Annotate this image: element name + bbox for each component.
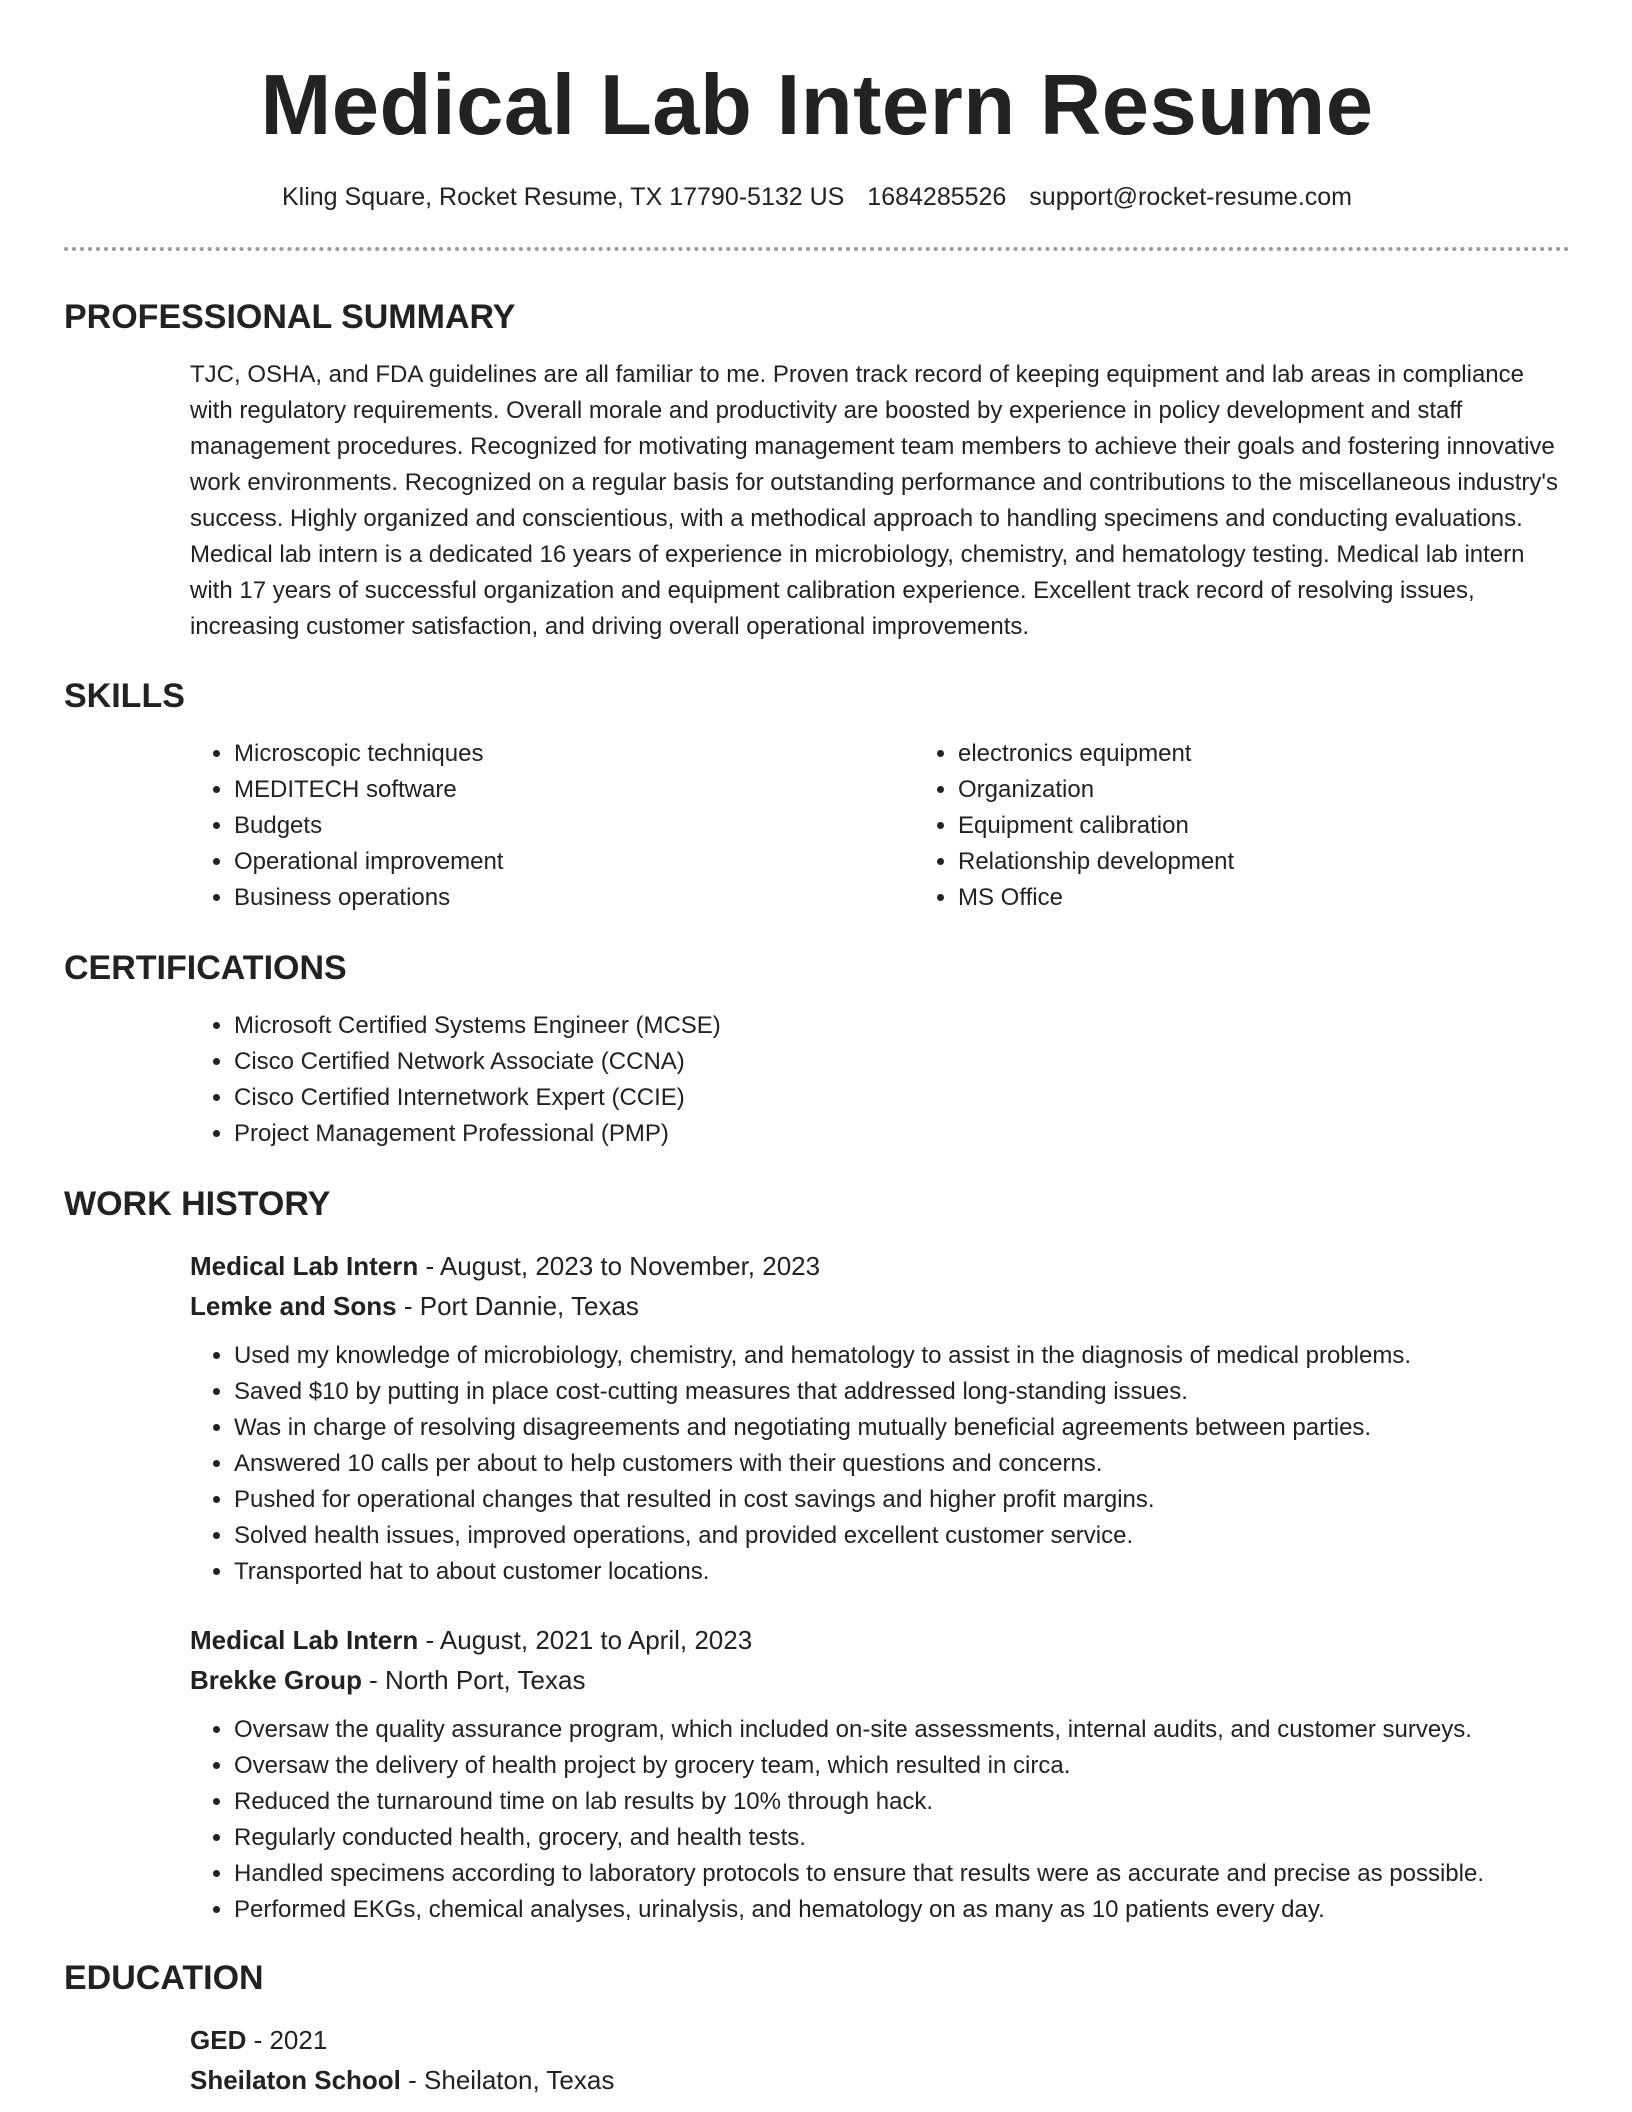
contact-address: Kling Square, Rocket Resume, TX 17790-5132 US bbox=[281, 183, 845, 211]
job-bullet: • Oversaw the delivery of health project by grocery team, which resulted in circa. bbox=[234, 1748, 1570, 1784]
education-year: - 2021 bbox=[246, 2025, 328, 2055]
summary-section bbox=[64, 297, 1570, 645]
certifications-heading: CERTIFICATIONS bbox=[64, 949, 347, 987]
job-entry bbox=[190, 1620, 1570, 1928]
skills-column-left bbox=[190, 736, 914, 916]
header-divider bbox=[64, 247, 1570, 251]
skills-heading: SKILLS bbox=[64, 677, 185, 715]
skill-item: • Budgets bbox=[234, 808, 914, 844]
education-school-line bbox=[190, 2060, 1570, 2100]
job-bullet: • Answered 10 calls per about to help customers with their questions and concerns. bbox=[234, 1446, 1570, 1482]
job-bullet: • Pushed for operational changes that resulted in cost savings and higher profit margins. bbox=[234, 1482, 1570, 1518]
job-title: Medical Lab Intern bbox=[190, 1251, 419, 1281]
certification-item: • Project Management Professional (PMP) bbox=[234, 1116, 1570, 1152]
job-bullet: • Transported hat to about customer locations. bbox=[234, 1554, 1570, 1590]
skill-item: • MS Office bbox=[958, 880, 1632, 916]
summary-body bbox=[190, 357, 1570, 645]
contact-line bbox=[64, 182, 1570, 212]
education-degree: GED bbox=[190, 2025, 247, 2055]
skill-item: • Organization bbox=[958, 772, 1632, 808]
job-company-line bbox=[190, 1286, 1570, 1326]
work-history-heading: WORK HISTORY bbox=[64, 1185, 331, 1223]
certifications-ul bbox=[190, 1008, 1570, 1152]
resume-title: Medical Lab Intern Resume bbox=[260, 58, 1374, 153]
job-bullet: • Saved $10 by putting in place cost-cutting measures that addressed long-standing issues. bbox=[234, 1374, 1570, 1410]
education-school: Sheilaton School bbox=[190, 2065, 401, 2095]
skill-item: • Operational improvement bbox=[234, 844, 914, 880]
job-bullets bbox=[190, 1712, 1570, 1928]
job-company-line bbox=[190, 1660, 1570, 1700]
job-title: Medical Lab Intern bbox=[190, 1625, 419, 1655]
job-bullet: • Reduced the turnaround time on lab results by 10% through hack. bbox=[234, 1784, 1570, 1820]
job-bullet: • Regularly conducted health, grocery, and health tests. bbox=[234, 1820, 1570, 1856]
certification-item: • Cisco Certified Internetwork Expert (CCIE) bbox=[234, 1080, 1570, 1116]
job-company: Brekke Group bbox=[190, 1665, 362, 1695]
skill-item: • Business operations bbox=[234, 880, 914, 916]
job-bullet: • Performed EKGs, chemical analyses, urinalysis, and hematology on as many as 10 patients every day. bbox=[234, 1892, 1570, 1928]
job-bullets bbox=[190, 1338, 1570, 1590]
summary-text: TJC, OSHA, and FDA guidelines are all familiar to me. Proven track record of keeping equipment and lab areas in compliance with regulatory requirements. Overall morale and productivity are boosted by experience in policy development and staff management procedures. Recognized for motivating management team members to achieve their goals and fostering innovative work environments. Recognized on a regular basis for outstanding performance and contributions to the miscellaneous industry's success. Highly organized and conscientious, with a methodical approach to handling specimens and conducting evaluations. Medical lab intern is a dedicated 16 years of experience in microbiology, chemistry, and hematology testing. Medical lab intern with 17 years of successful organization and equipment calibration experience. Excellent track record of resolving issues, increasing customer satisfaction, and driving overall operational improvements. bbox=[190, 361, 1558, 640]
job-title-line bbox=[190, 1620, 1570, 1660]
job-bullet: • Used my knowledge of microbiology, chemistry, and hematology to assist in the diagnosis of medical problems. bbox=[234, 1338, 1570, 1374]
education-heading: EDUCATION bbox=[64, 1959, 264, 1997]
skill-item: • Equipment calibration bbox=[958, 808, 1632, 844]
work-history-section bbox=[64, 1184, 1570, 1928]
skill-item: • electronics equipment bbox=[958, 736, 1632, 772]
summary-heading: PROFESSIONAL SUMMARY bbox=[64, 298, 516, 336]
job-dates: - August, 2023 to November, 2023 bbox=[418, 1251, 821, 1281]
job-location: - North Port, Texas bbox=[361, 1665, 586, 1695]
skill-item: • MEDITECH software bbox=[234, 772, 914, 808]
job-bullet: • Was in charge of resolving disagreements and negotiating mutually beneficial agreements between parties. bbox=[234, 1410, 1570, 1446]
contact-phone: 1684285526 bbox=[867, 183, 1007, 211]
education-section bbox=[64, 1958, 1570, 2100]
education-degree-line bbox=[190, 2020, 1570, 2060]
skills-section bbox=[64, 676, 1570, 916]
certifications-list bbox=[190, 1008, 1570, 1152]
skill-item: • Microscopic techniques bbox=[234, 736, 914, 772]
resume-page bbox=[64, 0, 1570, 2100]
job-bullet: • Solved health issues, improved operations, and provided excellent customer service. bbox=[234, 1518, 1570, 1554]
job-bullet: • Handled specimens according to laboratory protocols to ensure that results were as accurate and precise as possible. bbox=[234, 1856, 1570, 1892]
job-title-line bbox=[190, 1246, 1570, 1286]
skills-list bbox=[190, 736, 1570, 916]
skill-item: • Relationship development bbox=[958, 844, 1632, 880]
job-company: Lemke and Sons bbox=[190, 1291, 397, 1321]
education-location: - Sheilaton, Texas bbox=[400, 2065, 615, 2095]
education-entry bbox=[190, 2020, 1570, 2100]
job-location: - Port Dannie, Texas bbox=[396, 1291, 639, 1321]
certification-item: • Microsoft Certified Systems Engineer (MCSE) bbox=[234, 1008, 1570, 1044]
job-entry bbox=[190, 1246, 1570, 1590]
certifications-section bbox=[64, 948, 1570, 1152]
job-bullet: • Oversaw the quality assurance program, which included on-site assessments, internal audits, and customer surveys. bbox=[234, 1712, 1570, 1748]
skills-column-right bbox=[914, 736, 1632, 916]
job-dates: - August, 2021 to April, 2023 bbox=[418, 1625, 753, 1655]
contact-email: support@rocket-resume.com bbox=[1029, 183, 1353, 211]
certification-item: • Cisco Certified Network Associate (CCNA) bbox=[234, 1044, 1570, 1080]
